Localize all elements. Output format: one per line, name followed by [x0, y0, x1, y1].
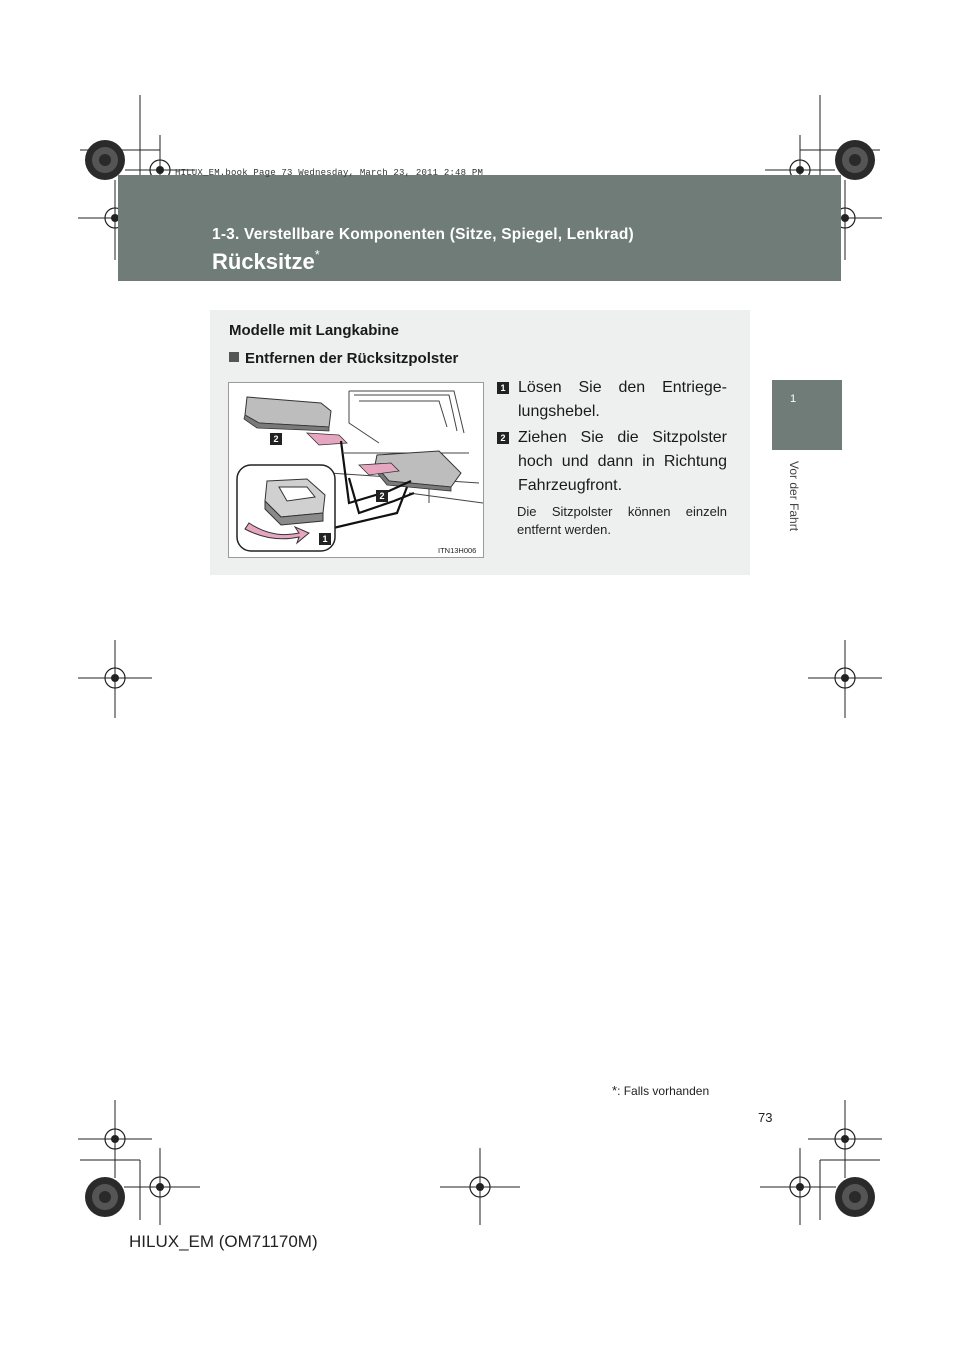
seat-removal-illustration	[228, 382, 484, 558]
step-1	[497, 376, 727, 424]
section-title: 1-3. Verstellbare Komponenten (Sitze, Spiegel, Lenkrad)	[212, 226, 634, 243]
page-heading	[212, 249, 320, 275]
callout-1: 1	[319, 533, 331, 545]
figure-code: ITN13H006	[438, 546, 477, 555]
step-2-text: Ziehen Sie die Sitzpolster hoch und dann in Richtung Fahrzeugfront.	[518, 429, 727, 494]
footnote	[612, 1083, 709, 1098]
content-subtitle-text: Entfernen der Rücksitzpolster	[245, 350, 459, 367]
chapter-tab	[772, 380, 842, 450]
chapter-tab-number: 1	[789, 393, 797, 405]
square-bullet-icon	[229, 352, 239, 362]
step-2	[497, 426, 727, 498]
heading-footnote-mark: *	[314, 247, 320, 262]
content-subtitle	[229, 350, 458, 367]
book-metadata: HILUX_EM.book Page 73 Wednesday, March 23, 2011 2:48 PM	[175, 168, 484, 178]
step-note: Die Sitzpolster können einzeln entfernt werden.	[517, 504, 727, 537]
content-title: Modelle mit Langkabine	[229, 322, 400, 339]
callout-2-lower: 2	[376, 490, 388, 502]
page-heading-text: Rücksitze	[212, 249, 315, 274]
step-1-text: Lösen Sie den Entriege-lungshebel.	[518, 379, 727, 420]
model-code: HILUX_EM (OM71170M)	[129, 1232, 318, 1251]
footnote-mark: *	[612, 1083, 618, 1098]
footnote-text: : Falls vorhanden	[617, 1084, 710, 1098]
step-2-badge: 2	[497, 432, 509, 444]
callout-2-upper: 2	[270, 433, 282, 445]
seat-removal-drawing	[229, 383, 483, 557]
step-1-badge: 1	[497, 382, 509, 394]
chapter-tab-label: Vor der Fahrt	[787, 461, 801, 532]
page-number: 73	[758, 1110, 773, 1125]
